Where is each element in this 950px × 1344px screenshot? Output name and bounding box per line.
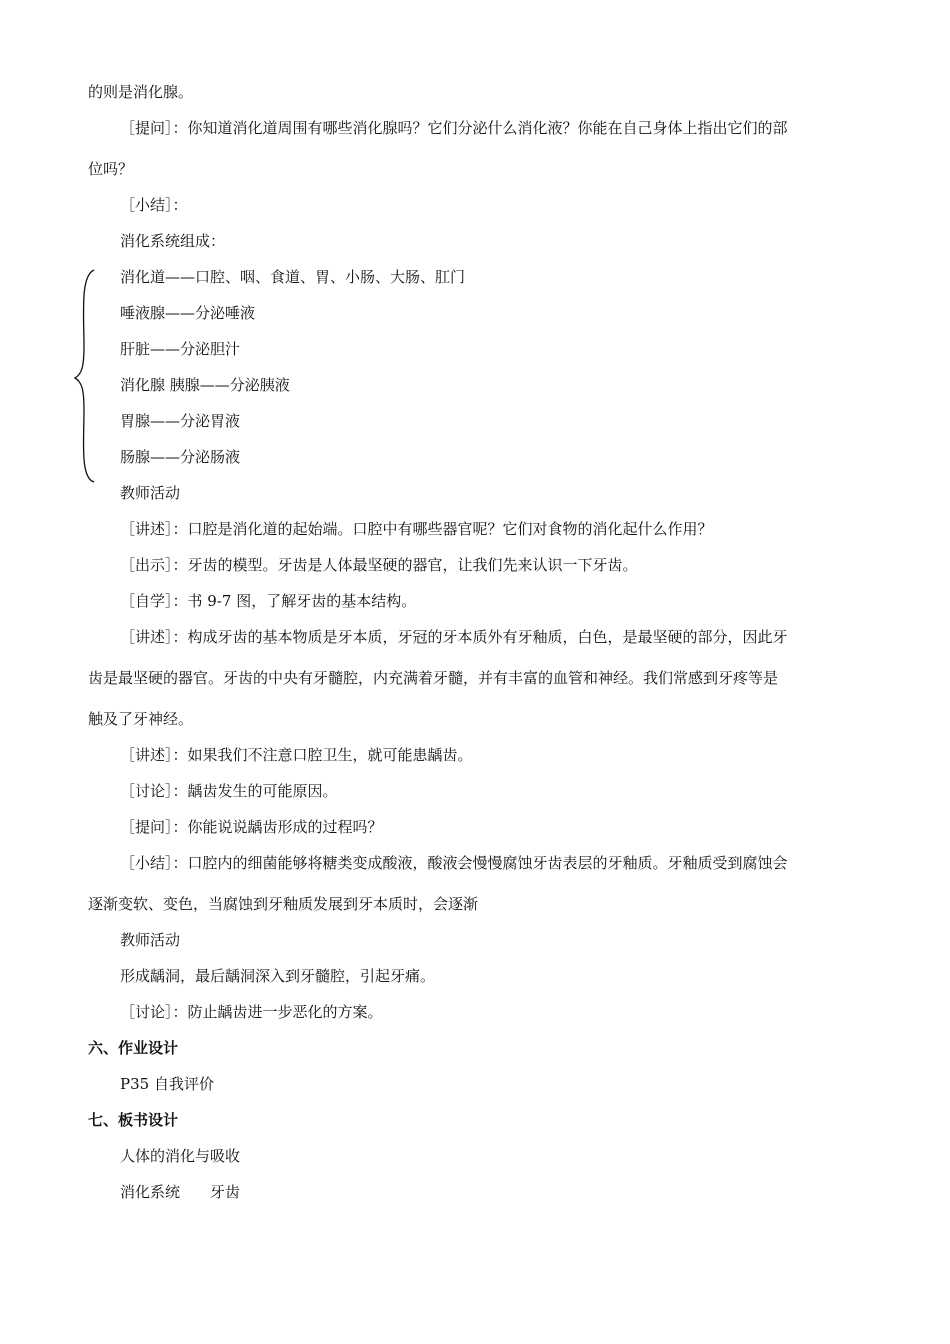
text-line: P35 自我评价 (120, 1075, 214, 1093)
text-line: 消化腺 胰腺——分泌胰液 (120, 376, 290, 394)
text-line: ［讨论］：龋齿发生的可能原因。 (120, 782, 338, 800)
text-line: ［小结］：口腔内的细菌能够将糖类变成酸液，酸液会慢慢腐蚀牙齿表层的牙釉质。牙釉质受到腐蚀会 (120, 854, 788, 872)
text-line: 逐渐变软、变色，当腐蚀到牙釉质发展到牙本质时，会逐渐 (88, 895, 479, 913)
text-line: ［讲述］：口腔是消化道的起始端。口腔中有哪些器官呢？它们对食物的消化起什么作用？ (120, 520, 713, 538)
text-line: 教师活动 (120, 484, 181, 502)
text-line: 教师活动 (120, 931, 181, 949)
text-line: 消化系统 牙齿 (120, 1183, 241, 1201)
text-line: 消化道——口腔、咽、食道、胃、小肠、大肠、肛门 (120, 268, 466, 286)
text-line: ［自学］：书 9-7 图，了解牙齿的基本结构。 (120, 592, 417, 610)
section-heading: 六、作业设计 (88, 1039, 179, 1057)
text-line: ［讨论］：防止龋齿进一步恶化的方案。 (120, 1003, 383, 1021)
text-line: 人体的消化与吸收 (120, 1147, 241, 1165)
text-line: 的则是消化腺。 (88, 83, 194, 101)
section-heading: 七、板书设计 (88, 1111, 179, 1129)
text-line: 位吗？ (88, 160, 134, 178)
text-line: 齿是最坚硬的器官。牙齿的中央有牙髓腔，内充满着牙髓，并有丰富的血管和神经。我们常感到牙疼等是 (88, 669, 779, 687)
text-line: 肝脏——分泌胆汁 (120, 340, 241, 358)
text-line: ［提问］：你能说说龋齿形成的过程吗？ (120, 818, 383, 836)
text-line: ［讲述］：构成牙齿的基本物质是牙本质，牙冠的牙本质外有牙釉质，白色，是最坚硬的部分，因此牙 (120, 628, 788, 646)
text-line: 肠腺——分泌肠液 (120, 448, 241, 466)
text-line: 形成龋洞，最后龋洞深入到牙髓腔，引起牙痛。 (120, 967, 436, 985)
text-line: 唾液腺——分泌唾液 (120, 304, 256, 322)
text-line: 消化系统组成： (120, 232, 226, 250)
text-line: ［小结］： (120, 196, 188, 214)
text-line: ［提问］：你知道消化道周围有哪些消化腺吗？它们分泌什么消化液？你能在自己身体上指出它们的部 (120, 119, 788, 137)
text-line: ［出示］：牙齿的模型。牙齿是人体最坚硬的器官，让我们先来认识一下牙齿。 (120, 556, 638, 574)
text-line: 触及了牙神经。 (88, 710, 194, 728)
text-line: 胃腺——分泌胃液 (120, 412, 241, 430)
text-line: ［讲述］：如果我们不注意口腔卫生，就可能患龋齿。 (120, 746, 473, 764)
curly-brace (72, 266, 98, 486)
